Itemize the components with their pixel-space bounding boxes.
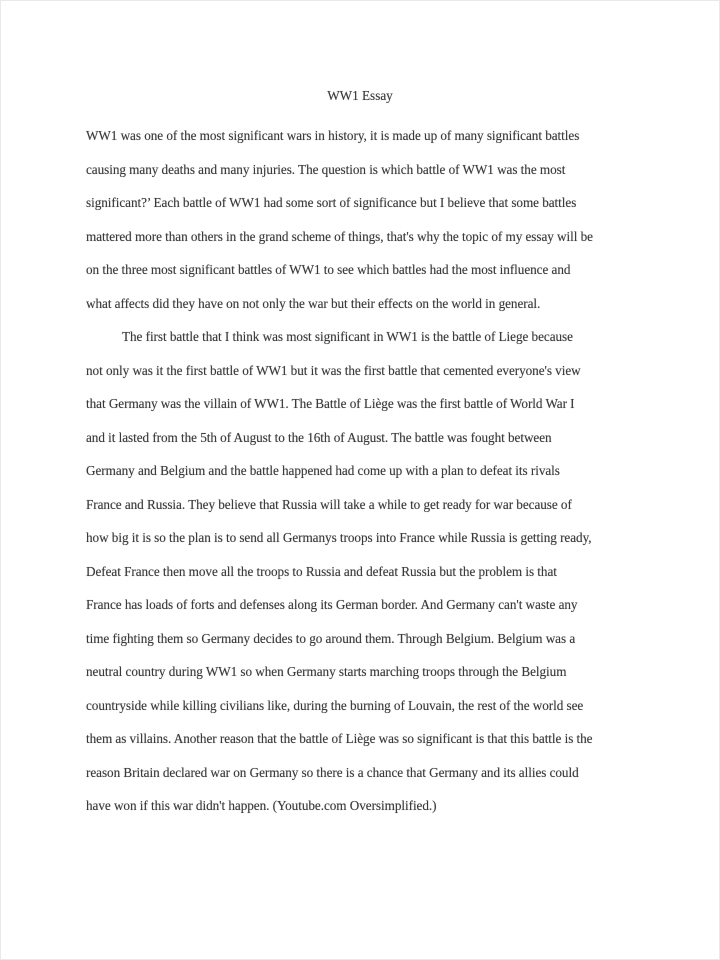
essay-line: WW1 was one of the most significant wars in history, it is made up of many significant battles <box>86 128 580 143</box>
essay-line: The first battle that I think was most significant in WW1 is the battle of Liege because <box>122 329 573 344</box>
essay-line: reason Britain declared war on Germany so there is a chance that Germany and its allies could <box>86 764 579 780</box>
essay-line: France has loads of forts and defenses along its German border. And Germany can't waste any <box>86 597 578 612</box>
essay-line: mattered more than others in the grand scheme of things, that's why the topic of my essay will be <box>86 228 593 244</box>
essay-line: not only was it the first battle of WW1 but it was the first battle that cemented everyone's view <box>86 362 581 378</box>
essay-line: and it lasted from the 5th of August to the 16th of August. The battle was fought between <box>86 429 552 445</box>
essay-body <box>86 119 646 823</box>
essay-line: causing many deaths and many injuries. The question is which battle of WW1 was the most <box>86 161 566 177</box>
essay-title: WW1 Essay <box>327 88 393 103</box>
essay-line: have won if this war didn't happen. (Youtube.com Oversimplified.) <box>86 798 437 813</box>
essay-line: Defeat France then move all the troops to Russia and defeat Russia but the problem is that <box>86 563 557 579</box>
essay-line: significant?’ Each battle of WW1 had some sort of significance but I believe that some battles <box>86 195 577 210</box>
essay-line: time fighting them so Germany decides to go around them. Through Belgium. Belgium was a <box>86 630 576 646</box>
essay-line: them as villains. Another reason that the battle of Liège was so significant is that this battle is the <box>86 731 593 746</box>
essay-line: how big it is so the plan is to send all Germanys troops into France while Russia is getting ready, <box>86 530 592 545</box>
essay-line: what affects did they have on not only the war but their effects on the world in general. <box>86 295 541 311</box>
essay-line: on the three most significant battles of WW1 to see which battles had the most influence and <box>86 262 571 277</box>
essay-line: Germany and Belgium and the battle happened had come up with a plan to defeat its rivals <box>86 463 560 478</box>
essay-line: France and Russia. They believe that Russia will take a while to get ready for war because of <box>86 496 572 512</box>
essay-line: neutral country during WW1 so when Germany starts marching troops through the Belgium <box>86 664 567 679</box>
essay-line: that Germany was the villain of WW1. The Battle of Liège was the first battle of World War I <box>86 396 575 411</box>
essay-line: countryside while killing civilians like, during the burning of Louvain, the rest of the world see <box>86 697 584 713</box>
